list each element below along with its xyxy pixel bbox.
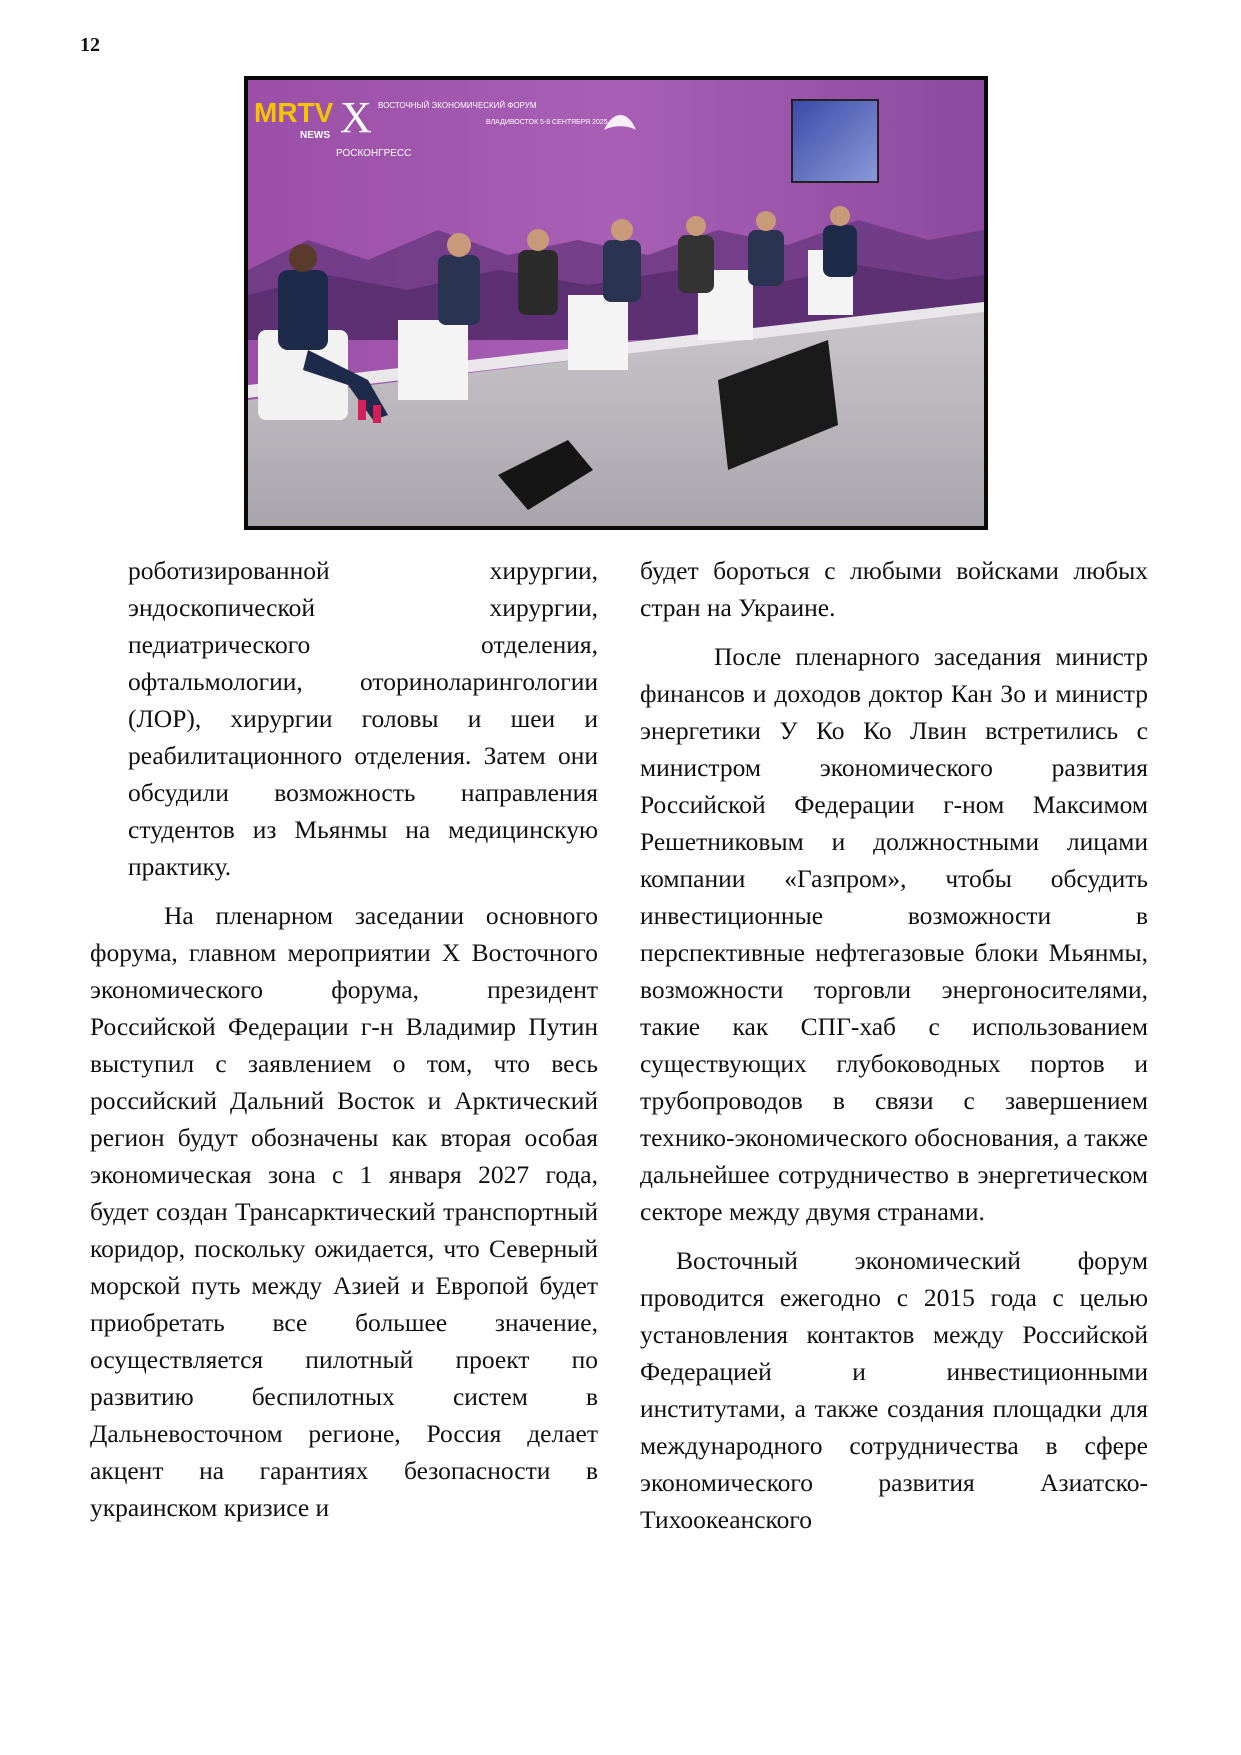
right-paragraph-1: будет бороться с любыми войсками любых стран на Украине. bbox=[640, 556, 1148, 622]
channel-logo-sub: NEWS bbox=[300, 130, 330, 141]
channel-logo: MRTV bbox=[254, 97, 334, 128]
left-column bbox=[90, 552, 598, 1526]
page-number: 12 bbox=[80, 34, 100, 56]
forum-organizer: РОСКОНГРЕСС bbox=[336, 148, 412, 159]
left-paragraph-2: На пленарном заседании основного форума, главном мероприятии X Восточного экономического форума, президент Российской Федерации г-н Владимир Путин выступил с заявлением о том, что весь российский Дальний Восток и Арктический регион будут обозначены как вторая особая экономическая зона с 1 января 2027 года, будет создан Трансарктический транспортный коридор, поскольку ожидается, что Северный морской путь между Азией и Европой будет приобретать все большее значение, осуществляется пилотный проект по развитию беспилотных систем в Дальневосточном регионе, Россия делает акцент на гарантиях безопасности в украинском кризисе и bbox=[90, 901, 598, 1522]
right-column bbox=[640, 552, 1148, 1538]
left-paragraph-1: роботизированной хирургии, эндоскопической хирургии, педиатрического отделения, офтальмологии, оториноларингологии (ЛОР), хирургии головы и шеи и реабилитационного отделения. Затем они обсудили возможность направления студентов из Мьянмы на медицинскую практику. bbox=[128, 556, 598, 881]
forum-title: ВОСТОЧНЫЙ ЭКОНОМИЧЕСКИЙ ФОРУМ bbox=[378, 101, 537, 110]
panel-discussion-image bbox=[248, 80, 984, 526]
forum-city: ВЛАДИВОСТОК 5-8 СЕНТЯБРЯ 2025 bbox=[486, 119, 608, 126]
forum-numeral: X bbox=[340, 93, 372, 142]
right-paragraph-2: После пленарного заседания министр финансов и доходов доктор Кан Зо и министр энергетики У Ко Ко Лвин встретились с министром экономического развития Российской Федерации г-ном Максимом Решетниковым и должностными лицами компании «Газпром», чтобы обсудить инвестиционные возможности в перспективные нефтегазовые блоки Мьянмы, возможности торговли энергоносителями, такие как СПГ-хаб с использованием существующих глубоководных портов и трубопроводов в связи с завершением технико-экономического обоснования, а также дальнейшее сотрудничество в энергетическом секторе между двумя странами. bbox=[640, 642, 1148, 1226]
display-screen bbox=[792, 100, 878, 182]
right-paragraph-3: Восточный экономический форум проводится ежегодно с 2015 года с целью установления контактов между Российской Федерацией и инвестиционными институтами, а также создания площадки для международного сотрудничества в сфере экономического развития Азиатско-Тихоокеанского bbox=[640, 1246, 1148, 1534]
forum-panel-photo bbox=[244, 76, 988, 530]
